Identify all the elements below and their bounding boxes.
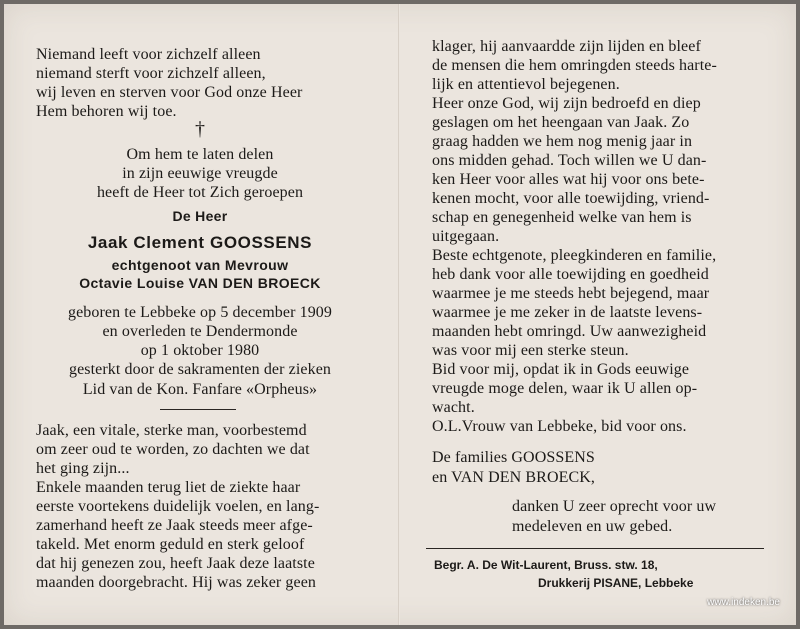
intro-line: in zijn eeuwige vreugde [122,165,278,182]
text-line: lijk en attentievol bejegenen. [432,76,620,93]
families-line: en VAN DEN BROECK, [432,469,595,486]
intro-line: heeft de Heer tot Zich geroepen [96,184,304,201]
text-line: kenen mocht, voor alle toewijding, vriend- [432,190,710,207]
text-line: klager, hij aanvaardde zijn lijden en bleef [432,38,701,55]
card-fold [398,4,400,625]
printer-line: Begr. A. De Wit-Laurent, Bruss. stw. 18, [434,558,658,572]
text-line: Bid voor mij, opdat ik in Gods eeuwige [432,361,690,378]
prayer-line: O.L.Vrouw van Lebbeke, bid voor ons. [432,418,687,435]
text-line: waarmee je me steeds hebt bejegend, maar [432,285,710,302]
watermark: www.indeken.be [707,597,780,608]
families-line: De families GOOSSENS [432,449,595,466]
cross-icon: † [195,118,205,140]
bio-line: takeld. Met enorm geduld en sterk geloof [36,536,305,553]
text-line: Heer onze God, wij zijn bedroefd en diep [432,95,701,112]
text-line: waarmee je me zeker in de laatste levens- [432,304,703,321]
bio-line: om zeer oud te worden, zo dachten we dat [36,441,310,458]
deceased-name: Jaak Clement GOOSSENS [87,233,313,252]
separator [426,548,764,549]
text-line: graag hadden we hem nog menig jaar in [432,133,693,150]
death-date-line: op 1 oktober 1980 [140,342,260,359]
text-line: wacht. [432,399,475,416]
bio-line: maanden doorgebracht. Hij was zeker geen [36,574,317,591]
thanks-line: medeleven en uw gebed. [512,518,673,535]
text-line: schap en genegenheid welke van hem is [432,209,692,226]
bio-line: eerste voortekens duidelijk voelen, en lang- [36,498,320,515]
birth-line: geboren te Lebbeke op 5 december 1909 [67,304,333,321]
text-line: vreugde moge delen, waar ik U allen op- [432,380,698,397]
poem-line: Niemand leeft voor zichzelf alleen [36,46,261,63]
spouse-name: Octavie Louise VAN DEN BROECK [79,275,321,291]
intro-line: Om hem te laten delen [126,146,274,163]
text-line: Beste echtgenote, pleegkinderen en familie, [432,247,717,264]
membership-line: Lid van de Kon. Fanfare «Orpheus» [82,381,318,398]
text-line: ken Heer voor alles wat hij voor ons bete- [432,171,705,188]
text-line: heb dank voor alle toewijding en goedheid [432,266,709,283]
text-line: maanden hebt omringd. Uw aanwezigheid [432,323,707,340]
bio-line: Jaak, een vitale, sterke man, voorbestemd [36,422,307,439]
printer-line: Drukkerij PISANE, Lebbeke [538,576,694,590]
spouse-line: echtgenoot van Mevrouw [111,257,289,273]
poem-line: Hem behoren wij toe. [36,103,177,120]
bio-line: het ging zijn... [36,460,130,477]
text-line: ons midden gehad. Toch willen we U dan- [432,152,707,169]
poem-line: niemand sterft voor zichzelf alleen, [36,65,266,82]
thanks-line: danken U zeer oprecht voor uw [512,498,717,515]
text-line: was voor mij een sterke steun. [432,342,629,359]
death-line: en overleden te Dendermonde [102,323,298,340]
bio-line: Enkele maanden terug liet de ziekte haar [36,479,301,496]
sacraments-line: gesterkt door de sakramenten der zieken [68,361,331,378]
text-line: geslagen om het heengaan van Jaak. Zo [432,114,690,131]
separator [160,409,236,410]
bio-line: dat hij genezen zou, heeft Jaak deze laatste [36,555,315,572]
poem-line: wij leven en sterven voor God onze Heer [36,84,303,101]
text-line: de mensen die hem omringden steeds harte- [432,57,717,74]
bio-line: zamerhand heeft ze Jaak steeds meer afge- [36,517,313,534]
title-de-heer: De Heer [172,208,228,224]
text-line: uitgegaan. [432,228,500,245]
